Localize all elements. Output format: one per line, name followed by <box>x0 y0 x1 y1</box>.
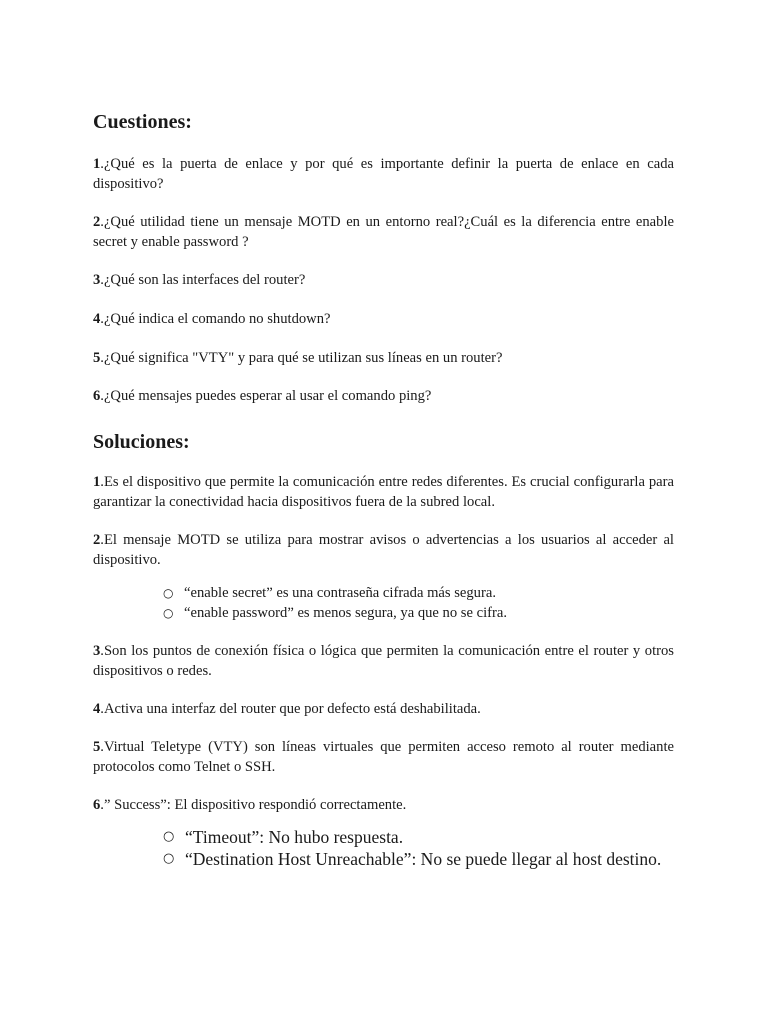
question-text: .¿Qué mensajes puedes esperar al usar el comando ping? <box>100 388 432 404</box>
question-number: 4 <box>93 311 101 327</box>
solution-number: 3 <box>93 643 101 659</box>
question-number: 2 <box>93 214 101 230</box>
question-number: 6 <box>93 388 101 404</box>
question-number: 1 <box>93 156 101 172</box>
solution-4 <box>93 699 674 719</box>
solution-number: 1 <box>93 474 101 490</box>
question-1 <box>93 154 674 194</box>
question-text: .¿Qué significa "VTY" y para qué se utilizan sus líneas en un router? <box>100 350 503 366</box>
question-3 <box>93 270 674 290</box>
solution-number: 2 <box>93 532 101 548</box>
solution-number: 4 <box>93 701 101 717</box>
solution-text: .” Success”: El dispositivo respondió correctamente. <box>100 797 407 813</box>
soluciones-heading: Soluciones: <box>93 431 190 453</box>
solution-text: .Son los puntos de conexión física o lógica que permiten la comunicación entre el router y otros dispositivos o redes. <box>93 643 674 679</box>
solution-3 <box>93 641 674 681</box>
solution-text: .Es el dispositivo que permite la comunicación entre redes diferentes. Es crucial configurarla para garantizar la conectividad hacia dispositivos fuera de la subred local. <box>93 474 674 510</box>
solution-1 <box>93 472 674 512</box>
solution-6-bullets <box>93 826 674 870</box>
question-4 <box>93 309 674 329</box>
question-5 <box>93 348 674 368</box>
solution-number: 5 <box>93 739 101 755</box>
question-2 <box>93 212 674 252</box>
solution-2 <box>93 530 674 570</box>
solution-text: .Activa una interfaz del router que por defecto está deshabilitada. <box>100 701 481 717</box>
question-6 <box>93 386 674 406</box>
solution-number: 6 <box>93 797 101 813</box>
cuestiones-heading: Cuestiones: <box>93 111 192 133</box>
question-text: .¿Qué utilidad tiene un mensaje MOTD en un entorno real?¿Cuál es la diferencia entre enable secret y enable password ? <box>93 214 674 250</box>
question-text: .¿Qué son las interfaces del router? <box>100 272 306 288</box>
solution-text: .El mensaje MOTD se utiliza para mostrar avisos o advertencias a los usuarios al acceder al dispositivo. <box>93 532 674 568</box>
question-number: 3 <box>93 272 101 288</box>
question-number: 5 <box>93 350 101 366</box>
list-item: ○ “Timeout”: No hubo respuesta. <box>163 826 674 848</box>
solution-2-bullets <box>93 583 674 623</box>
solution-5 <box>93 737 674 777</box>
list-item: ○ “enable password” es menos segura, ya que no se cifra. <box>163 603 674 623</box>
list-item: ○ “enable secret” es una contraseña cifrada más segura. <box>163 583 674 603</box>
solution-text: .Virtual Teletype (VTY) son líneas virtuales que permiten acceso remoto al router mediante protocolos como Telnet o SSH. <box>93 739 674 775</box>
list-item: ○ “Destination Host Unreachable”: No se puede llegar al host destino. <box>163 848 674 870</box>
question-text: .¿Qué indica el comando no shutdown? <box>100 311 331 327</box>
solution-6 <box>93 795 674 815</box>
question-text: .¿Qué es la puerta de enlace y por qué es importante definir la puerta de enlace en cada dispositivo? <box>93 156 674 192</box>
